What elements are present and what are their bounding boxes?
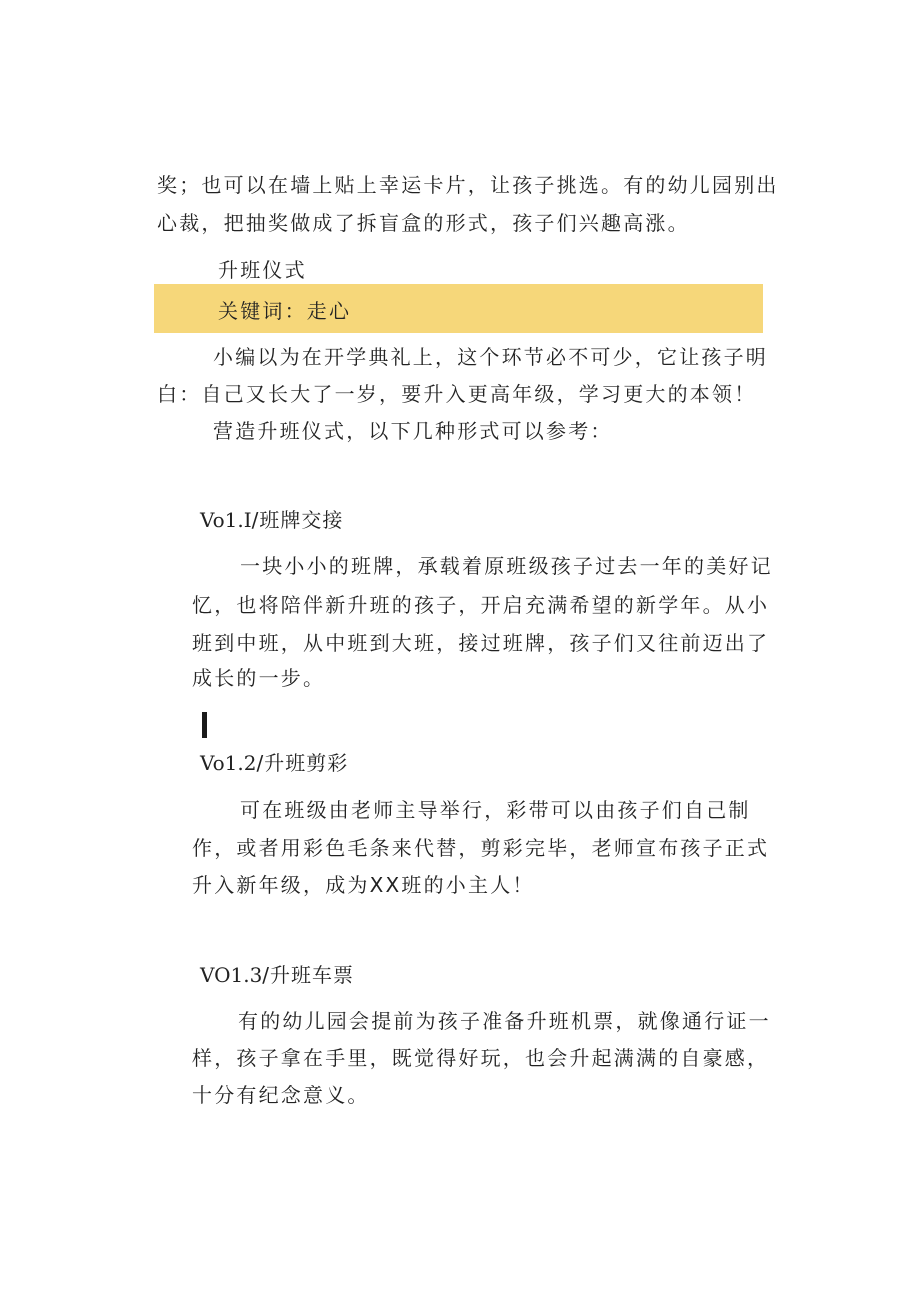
- section-title: 升班仪式: [218, 258, 307, 282]
- item-text-line: 样，孩子拿在手里，既觉得好玩，也会升起满满的自豪感，: [192, 1046, 770, 1070]
- item-text-line: 升入新年级，成为XX班的小主人！: [192, 873, 535, 897]
- item-number: Vo1.2: [200, 751, 257, 775]
- item-text-line: 班到中班，从中班到大班，接过班牌，孩子们又往前迈出了: [192, 631, 770, 655]
- item-heading: [200, 750, 348, 776]
- item-title: /班牌交接: [251, 508, 344, 532]
- item-number: Vo1.I: [200, 508, 252, 532]
- intro-line: 心裁，把抽奖做成了拆盲盒的形式，孩子们兴趣高涨。: [157, 211, 690, 235]
- body-line: 小编以为在开学典礼上，这个环节必不可少，它让孩子明: [213, 345, 768, 369]
- item-title: /升班剪彩: [256, 751, 349, 775]
- item-text-line: 成长的一步。: [192, 666, 326, 690]
- body-line: 营造升班仪式，以下几种形式可以参考：: [213, 419, 613, 443]
- item-text-line: 忆，也将陪伴新升班的孩子，开启充满希望的新学年。从小: [192, 593, 770, 617]
- item-text-line: 一块小小的班牌，承载着原班级孩子过去一年的美好记: [240, 554, 773, 578]
- item-text-line: 可在班级由老师主导举行，彩带可以由孩子们自己制: [240, 798, 751, 822]
- item-heading: [200, 507, 343, 533]
- intro-line: 奖；也可以在墙上贴上幸运卡片，让孩子挑选。有的幼儿园别出: [157, 173, 779, 197]
- keyword-line: 关键词：走心: [218, 299, 352, 323]
- item-text-line: 有的幼儿园会提前为孩子准备升班机票，就像通行证一: [238, 1009, 771, 1033]
- divider-mark: [202, 712, 207, 738]
- item-text-line: 十分有纪念意义。: [192, 1083, 370, 1107]
- item-title: /升班车票: [262, 963, 355, 987]
- item-heading: [200, 962, 354, 988]
- item-text-line: 作，或者用彩色毛条来代替，剪彩完毕，老师宣布孩子正式: [192, 836, 770, 860]
- item-number: VO1.3: [200, 963, 263, 987]
- body-line: 白：自己又长大了一岁，要升入更高年级，学习更大的本领！: [157, 382, 757, 406]
